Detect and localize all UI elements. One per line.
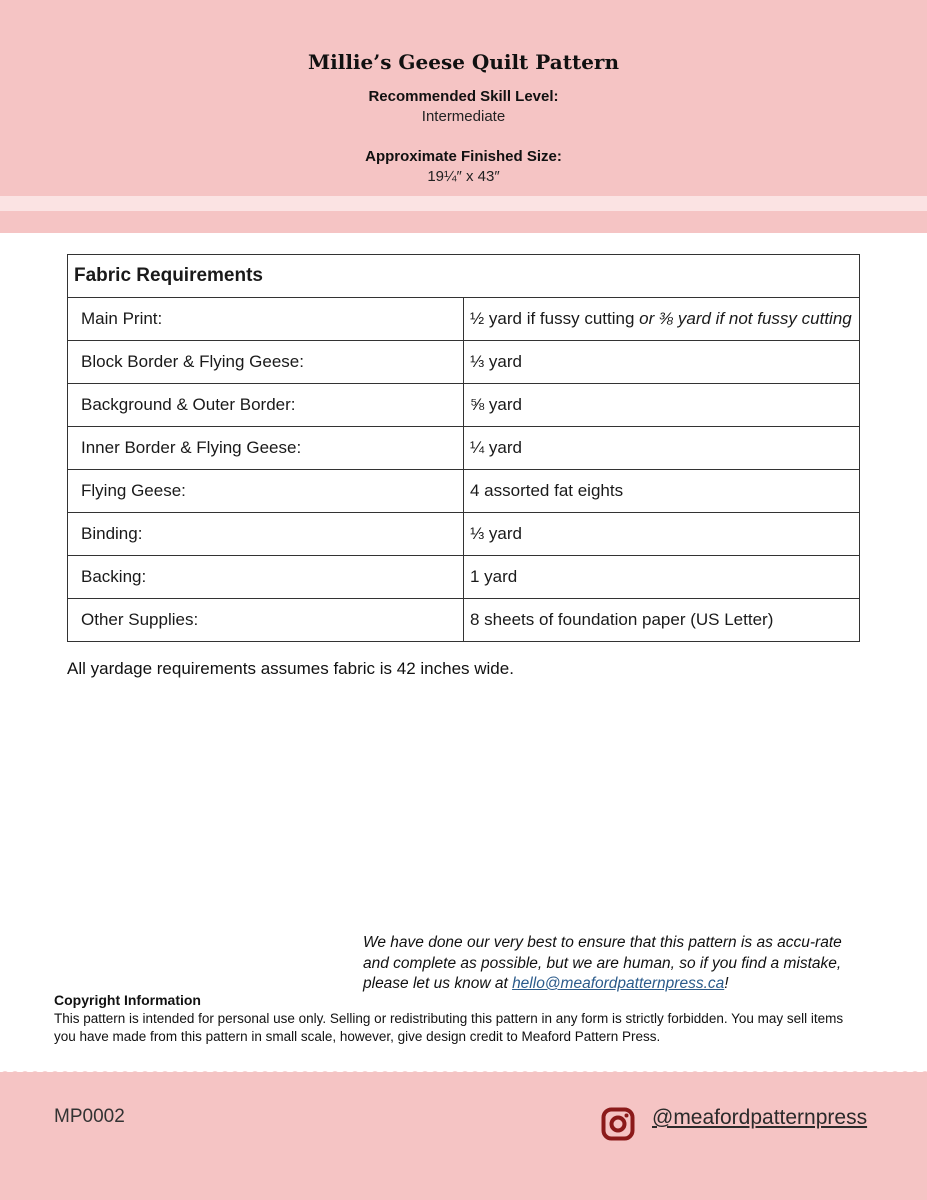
skill-level-value: Intermediate <box>421 108 506 125</box>
amount-italic-text: or ⅜ yard if not fussy cutting <box>639 309 852 328</box>
contact-email-link[interactable]: hello@meafordpatternpress.ca <box>512 975 725 992</box>
table-row <box>68 599 860 642</box>
amount-text: ½ yard if fussy cutting <box>470 309 640 328</box>
row-amount: 1 yard <box>464 556 860 599</box>
row-amount: ⅓ yard <box>464 341 860 384</box>
row-amount: ⅝ yard <box>464 384 860 427</box>
table-row <box>68 556 860 599</box>
row-amount <box>464 298 860 341</box>
disclaimer <box>363 933 863 995</box>
header-scallop-edge <box>0 228 927 238</box>
row-item: Other Supplies: <box>68 599 464 642</box>
row-item: Inner Border & Flying Geese: <box>68 427 464 470</box>
table-row <box>68 513 860 556</box>
table-row <box>68 427 860 470</box>
row-item: Flying Geese: <box>68 470 464 513</box>
finished-size-value: 19¼″ x 43″ <box>427 168 500 185</box>
row-item: Main Print: <box>68 298 464 341</box>
table-heading: Fabric Requirements <box>68 255 860 298</box>
pattern-code: MP0002 <box>54 1106 125 1127</box>
disclaimer-end: ! <box>724 975 729 992</box>
row-amount: ⅓ yard <box>464 513 860 556</box>
row-amount: 4 assorted fat eights <box>464 470 860 513</box>
copyright-body: This pattern is intended for personal use only. Selling or redistributing this pattern in any form is strictly forbidden. You may sell items you have made from this pattern in small scale, however, give design credit to Meaford Pattern Press. <box>54 1011 844 1044</box>
row-item: Binding: <box>68 513 464 556</box>
table-heading-row <box>68 255 860 298</box>
fabric-requirements-table <box>67 254 860 642</box>
row-item: Backing: <box>68 556 464 599</box>
instagram-handle-link[interactable]: @meafordpatternpress <box>652 1106 868 1129</box>
row-item: Block Border & Flying Geese: <box>68 341 464 384</box>
yardage-note: All yardage requirements assumes fabric is 42 inches wide. <box>67 659 514 678</box>
row-amount: 8 sheets of foundation paper (US Letter) <box>464 599 860 642</box>
header-stripe <box>0 196 927 211</box>
table-row <box>68 384 860 427</box>
instagram-icon[interactable] <box>601 1107 635 1141</box>
skill-level-label: Recommended Skill Level: <box>368 88 559 105</box>
finished-size-label: Approximate Finished Size: <box>365 148 562 165</box>
disclaimer-text: We have done our very best to ensure that this pattern is as accu-rate and complete as possible, but we are human, so if you find a mistake, please let us know at <box>363 934 842 992</box>
footer-band <box>0 1072 927 1200</box>
copyright-title: Copyright Information <box>54 992 201 1008</box>
row-item: Background & Outer Border: <box>68 384 464 427</box>
pattern-title: Millie’s Geese Quilt Pattern <box>307 50 619 74</box>
table-row <box>68 298 860 341</box>
row-amount: ¼ yard <box>464 427 860 470</box>
table-row <box>68 470 860 513</box>
table-row <box>68 341 860 384</box>
